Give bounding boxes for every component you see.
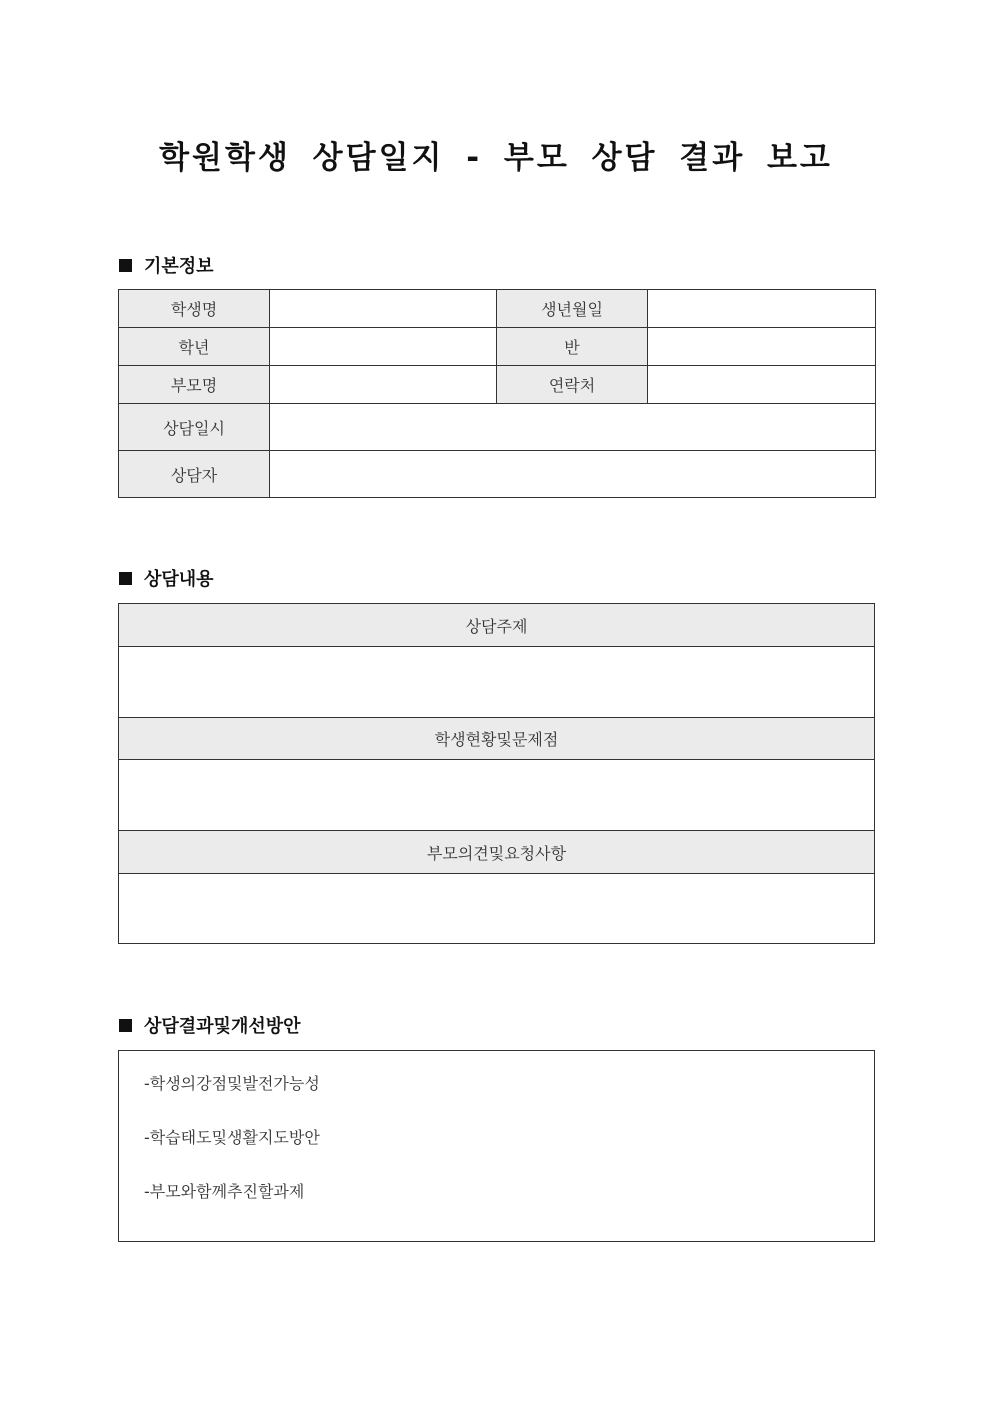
consult-topic-label: 상담주제	[119, 604, 875, 647]
table-row	[119, 404, 876, 451]
consult-content-heading	[119, 566, 214, 590]
table-row	[119, 647, 875, 718]
table-row	[119, 718, 875, 760]
basic-info-heading	[119, 253, 214, 277]
parent-opinion-field[interactable]	[119, 874, 875, 944]
result-item-tasks: -부모와함께추진할과제	[144, 1182, 305, 1201]
birth-date-label: 생년월일	[497, 290, 648, 328]
student-name-label: 학생명	[119, 290, 270, 328]
table-row	[119, 366, 876, 404]
consult-content-heading-text: 상담내용	[144, 569, 214, 590]
grade-field[interactable]	[270, 328, 497, 366]
table-row	[119, 760, 875, 831]
parent-opinion-label: 부모의견및요청사항	[119, 831, 875, 874]
table-row	[119, 290, 876, 328]
consult-content-table	[118, 603, 875, 944]
result-box[interactable]	[118, 1050, 875, 1242]
table-row	[119, 451, 876, 498]
consult-datetime-field[interactable]	[270, 404, 876, 451]
consult-topic-field[interactable]	[119, 647, 875, 718]
document-title: 학원학생 상담일지 - 부모 상담 결과 보고	[159, 140, 833, 176]
parent-name-field[interactable]	[270, 366, 497, 404]
square-bullet-icon	[119, 259, 132, 272]
grade-label: 학년	[119, 328, 270, 366]
square-bullet-icon	[119, 1019, 132, 1032]
result-heading	[119, 1013, 301, 1037]
student-name-field[interactable]	[270, 290, 497, 328]
table-row	[119, 328, 876, 366]
square-bullet-icon	[119, 572, 132, 585]
consult-datetime-label: 상담일시	[119, 404, 270, 451]
result-item-attitude: -학습태도및생활지도방안	[144, 1128, 320, 1147]
table-row	[119, 831, 875, 874]
contact-field[interactable]	[648, 366, 876, 404]
parent-name-label: 부모명	[119, 366, 270, 404]
student-status-label: 학생현황및문제점	[119, 718, 875, 760]
class-field[interactable]	[648, 328, 876, 366]
birth-date-field[interactable]	[648, 290, 876, 328]
student-status-field[interactable]	[119, 760, 875, 831]
table-row	[119, 604, 875, 647]
basic-info-table	[118, 289, 876, 498]
table-row	[119, 874, 875, 944]
contact-label: 연락처	[497, 366, 648, 404]
counselor-label: 상담자	[119, 451, 270, 498]
result-item-strengths: -학생의강점및발전가능성	[144, 1074, 320, 1093]
counselor-field[interactable]	[270, 451, 876, 498]
basic-info-heading-text: 기본정보	[144, 256, 214, 277]
class-label: 반	[497, 328, 648, 366]
result-heading-text: 상담결과및개선방안	[144, 1016, 301, 1037]
